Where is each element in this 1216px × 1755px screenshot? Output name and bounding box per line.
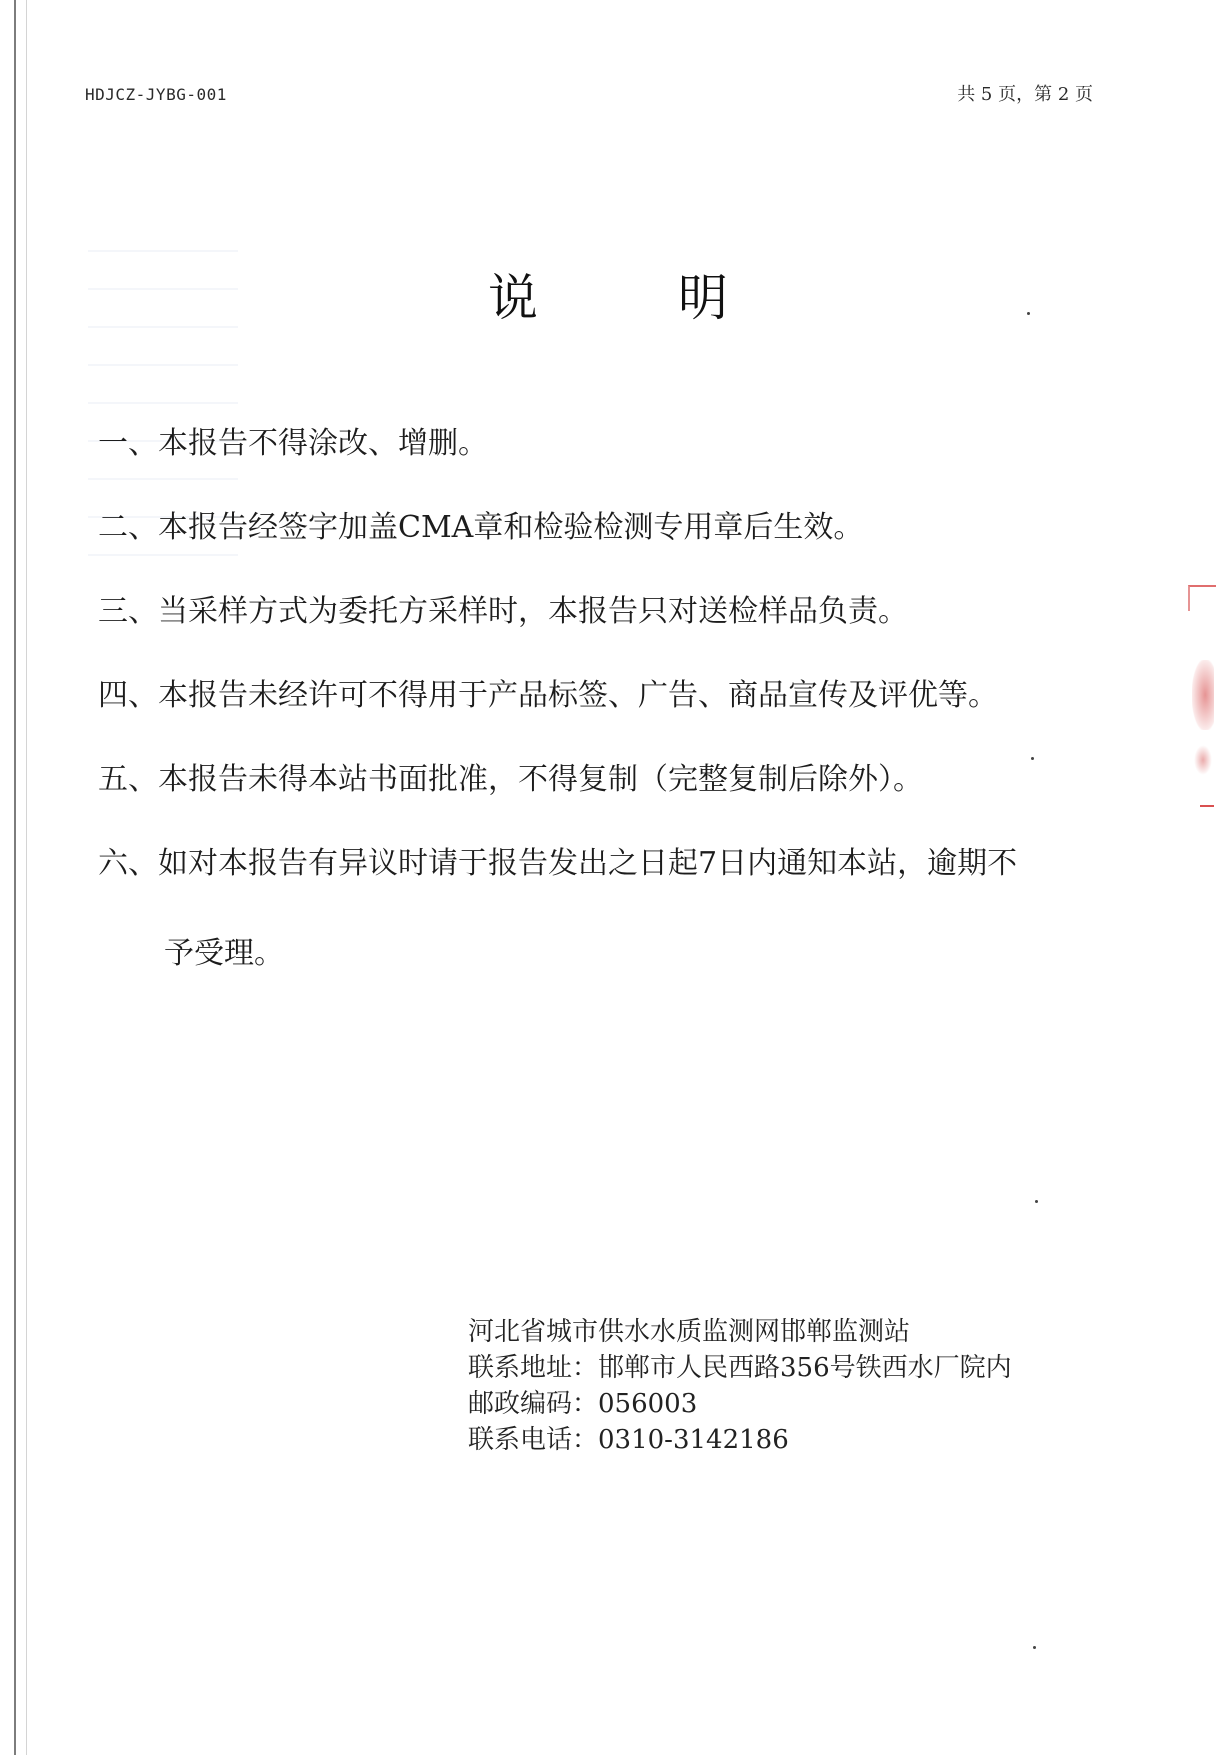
seal-stamp-fragment [1192, 660, 1214, 730]
clause-4: 四、本报告未经许可不得用于产品标签、广告、商品宣传及评优等。 [98, 678, 998, 713]
postal-code: 邮政编码：056003 [468, 1389, 698, 1419]
clause-1: 一、本报告不得涂改、增删。 [98, 426, 488, 461]
scan-speck [1027, 312, 1030, 315]
seal-stamp-fragment [1200, 805, 1214, 807]
seal-stamp-fragment [1188, 585, 1216, 611]
scan-speck [1033, 1646, 1036, 1649]
contact-phone: 联系电话：0310-3142186 [468, 1425, 789, 1455]
clause-2: 二、本报告经签字加盖CMA章和检验检测专用章后生效。 [98, 510, 864, 545]
organization-name: 河北省城市供水水质监测网邯郸监测站 [468, 1317, 911, 1347]
page-title: 说明 [488, 269, 868, 327]
document-code: HDJCZ-JYBG-001 [85, 85, 227, 104]
page-number: 共 5 页，第 2 页 [957, 84, 1093, 105]
scan-speck [1031, 757, 1034, 760]
clause-3: 三、当采样方式为委托方采样时，本报告只对送检样品负责。 [98, 594, 908, 629]
scan-speck [1035, 1200, 1038, 1203]
clause-6: 六、如对本报告有异议时请于报告发出之日起7日内通知本站，逾期不 [98, 846, 1018, 881]
clause-6-continuation: 予受理。 [164, 936, 284, 971]
seal-stamp-fragment [1194, 745, 1212, 775]
clause-5: 五、本报告未得本站书面批准，不得复制（完整复制后除外）。 [98, 762, 923, 797]
contact-block [468, 1314, 1012, 1458]
contact-address: 联系地址：邯郸市人民西路356号铁西水厂院内 [468, 1353, 1012, 1383]
